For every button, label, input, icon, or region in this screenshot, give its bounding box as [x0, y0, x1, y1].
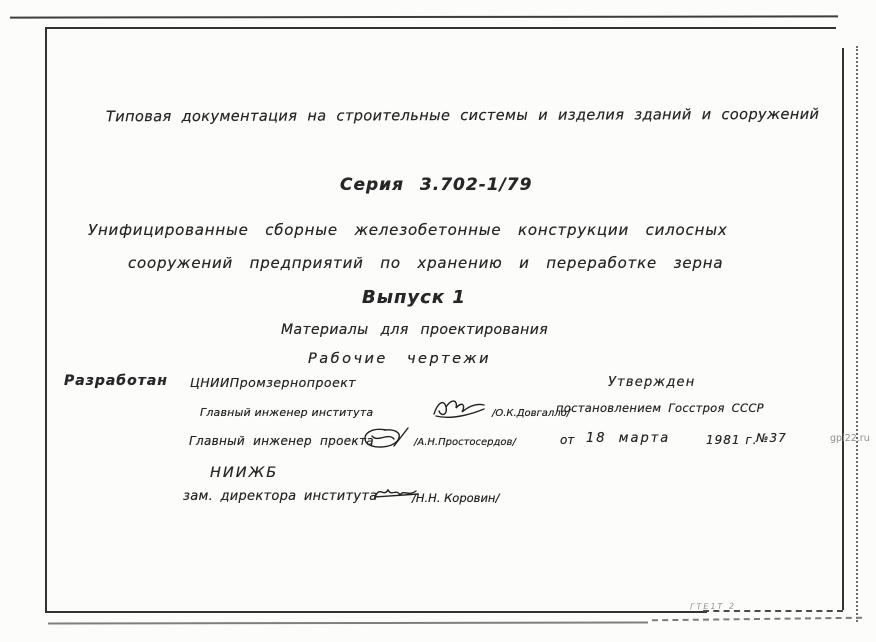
chief-engineer-project-title: Главный инженер проекта — [189, 434, 374, 448]
document-header-line: Типовая документация на строительные системы и изделия зданий и сооружений — [105, 106, 820, 126]
main-title-line-1: Унифицированные сборные железобетонные конструкции силосных — [88, 221, 728, 239]
approved-number: №37 — [756, 431, 787, 445]
approved-date-prefix: от — [560, 433, 575, 447]
developer-organization: ЦНИИПромзернопроект — [190, 375, 357, 390]
approved-year: 1981 г. — [706, 433, 758, 447]
chief-engineer-institute-title: Главный инженер института — [200, 406, 374, 419]
issue-number: Выпуск 1 — [362, 287, 466, 308]
scan-edge-line-bottom-left — [48, 621, 648, 624]
signature-dovgallo-icon — [430, 396, 488, 422]
main-title-line-2: сооружений предприятий по хранению и переработке зерна — [128, 254, 724, 272]
watermark-text: gpi22.ru — [830, 433, 870, 444]
frame-border-bottom — [45, 611, 707, 613]
deputy-director-title: зам. директора института — [183, 489, 378, 504]
secondary-organization: НИИЖБ — [210, 465, 279, 481]
approved-date: 18 марта — [586, 431, 671, 446]
frame-border-left — [45, 27, 47, 613]
frame-border-right-outer — [856, 46, 858, 622]
approved-label: Утвержден — [608, 375, 696, 390]
scan-edge-line-top — [10, 15, 838, 18]
chief-engineer-institute-name: /О.К.Довгалло/ — [492, 408, 571, 419]
faint-footer-inscription: ГТЕ1Т 2 — [689, 601, 737, 612]
scan-edge-line-bottom-right — [652, 617, 862, 622]
approved-by-text: постановлением Госстроя СССР — [556, 401, 764, 415]
subtitle-materials: Материалы для проектирования — [281, 322, 549, 338]
deputy-director-name: /Н.Н. Коровин/ — [412, 491, 500, 505]
chief-engineer-project-name: /А.Н.Простосердов/ — [414, 437, 516, 448]
series-number: Серия 3.702-1/79 — [340, 175, 533, 195]
signature-prostoserdov-icon — [360, 426, 414, 452]
frame-border-right-inner — [842, 48, 844, 610]
developed-label: Разработан — [64, 373, 168, 389]
subtitle-working-drawings: Рабочие чертежи — [308, 351, 492, 367]
frame-border-top — [45, 27, 836, 29]
